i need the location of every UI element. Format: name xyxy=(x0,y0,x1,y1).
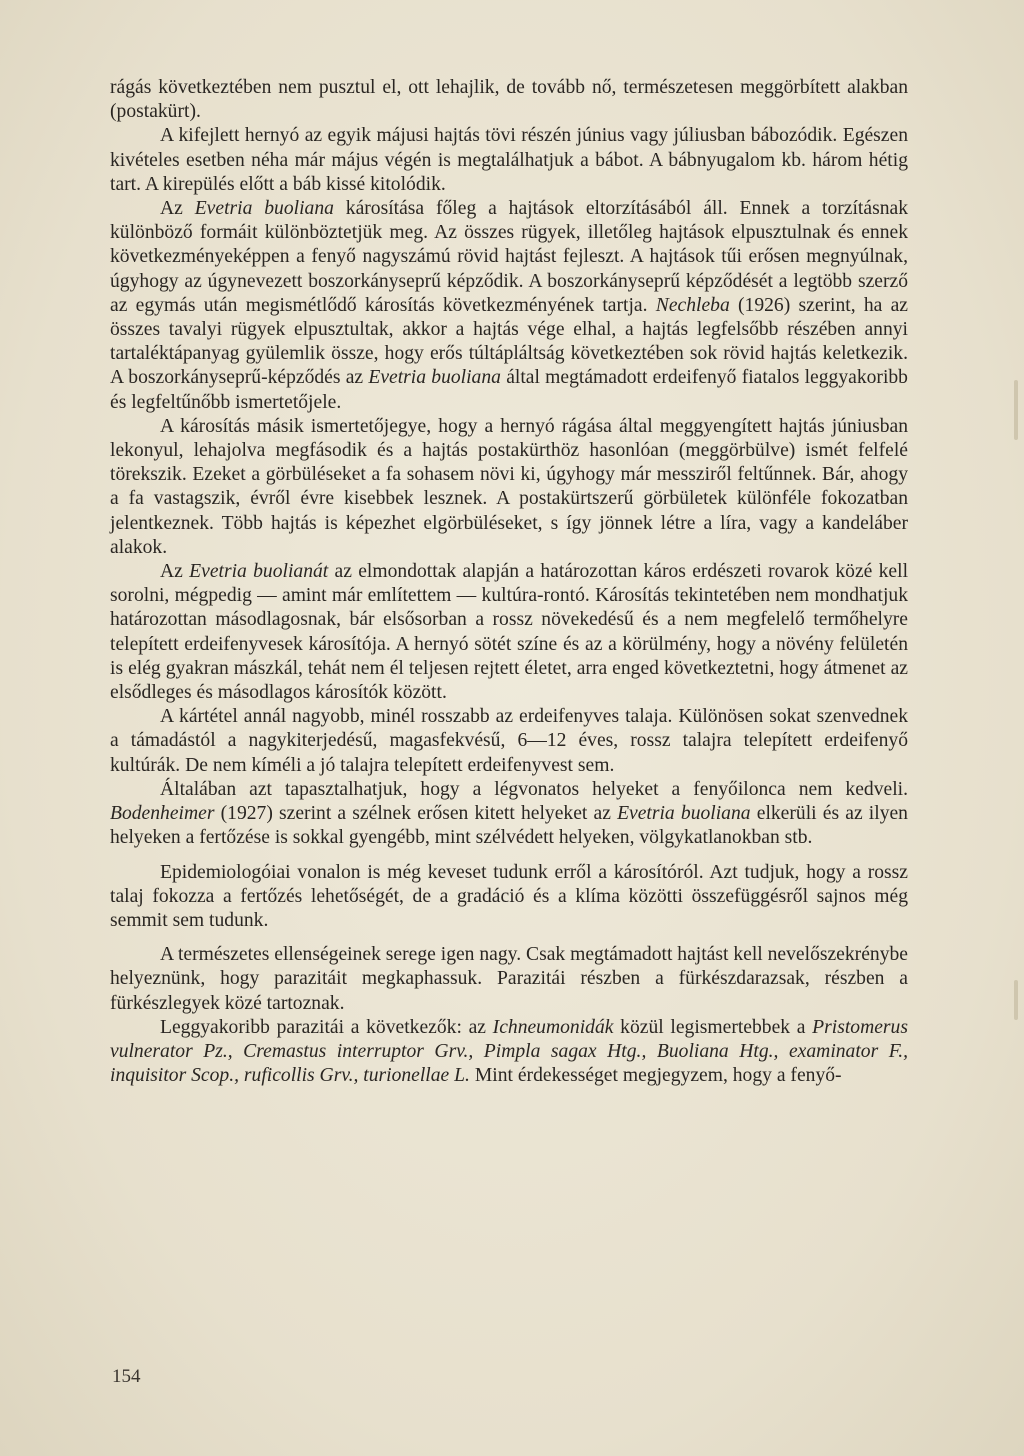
paragraph xyxy=(110,778,908,851)
text-run: Általában azt tapasztalhatjuk, hogy a légvonatos helyeket a fenyőilonca nem kedveli. xyxy=(160,778,908,800)
page-number: 154 xyxy=(112,1366,141,1387)
italic-run: Nechleba xyxy=(655,294,730,316)
text-run: az elmondottak alapján a határozottan káros erdészeti rovarok közé kell sorolni, mégpedig — amint már említettem — kultúra-rontó. Károsítás tekintetében nem mondhatjuk határozottan másodlagosnak, bár elsősorban a rossz növekedésű és a nem megfelelő termőhelyre telepített erdeifenyvesek károsítója. A hernyó sötét színe és az a körülmény, hogy a növény felületén is elég gyakran mászkál, tehát nem él teljesen rejtett életet, arra enged következtetni, hogy átmenet az elsődleges és másodlagos károsítók között. xyxy=(110,561,909,704)
text-run: (1926) szerint, ha az összes tavalyi rügyek elpusztultak, akkor a hajtás vége elhal, a hajtás legfelsőbb részében annyi tartaléktápanyag gyülemlik össze, hogy erős túltápláltság következtében sok rövid hajtás keletkezik. A boszorkányseprű-képződés az xyxy=(110,294,908,389)
italic-run: Pristomerus vulnerator Pz., Cremastus interruptor Grv., Pimpla sagax Htg., Buoliana Htg., examinator F., inquisitor Scop., ruficollis Grv., turionellae L. xyxy=(110,1016,908,1087)
italic-run: Evetria buolianát xyxy=(189,561,329,583)
text-run: által megtámadott erdeifenyő fiatalos leggyakoribb és legfeltűnőbb ismertetőjele. xyxy=(110,367,908,413)
text-run: Epidemiologóiai vonalon is még keveset tudunk erről a károsítóról. Azt tudjuk, hogy a rossz talaj fokozza a fertőzés lehetőségét, de a gradáció és a klíma közötti összefüggésről sajnos még semmit sem tudunk. xyxy=(110,861,908,931)
text-run: A kártétel annál nagyobb, minél rosszabb az erdeifenyves talaja. Különösen sokat szenvednek a támadástól a nagykiterjedésű, magasfekvésű, 6—12 éves, rossz talajra telepített erdeifenyő kultúrák. De nem kíméli a jó talajra telepített erdeifenyvest sem. xyxy=(110,706,908,776)
italic-run: Evetria buoliana xyxy=(368,367,501,389)
paragraph xyxy=(110,197,908,415)
paragraph xyxy=(110,943,908,1016)
text-run: Leggyakoribb parazitái a következők: az xyxy=(160,1016,493,1038)
page-edge-mark xyxy=(1014,980,1018,1020)
text-run: közül legismertebbek a xyxy=(613,1016,813,1038)
paragraph xyxy=(110,76,908,124)
text-run: Az xyxy=(160,561,190,583)
text-run: Mint érdekességet megjegyzem, hogy a fenyő- xyxy=(469,1065,842,1087)
paragraph xyxy=(110,861,908,934)
paragraph xyxy=(110,124,908,197)
paragraph xyxy=(110,415,908,560)
text-run: A természetes ellenségeinek serege igen nagy. Csak megtámadott hajtást kell nevelőszekrénybe helyeznünk, hogy parazitáit megkaphassuk. Parazitái részben a fürkészdarazsak, részben a fürkészlegyek közé tartoznak. xyxy=(110,944,908,1014)
paragraph xyxy=(110,1016,908,1089)
page-edge-mark xyxy=(1014,380,1018,440)
italic-run: Ichneumonidák xyxy=(492,1016,614,1038)
text-run: elkerüli és az ilyen helyeken a fertőzése is sokkal gyengébb, mint szélvédett helyeken, völgykatlanokban stb. xyxy=(110,803,908,849)
italic-run: Bodenheimer xyxy=(110,803,215,825)
text-run: A károsítás másik ismertetőjegye, hogy a hernyó rágása által meggyengített hajtás júniusban lekonyul, lehajolva megfásodik és a hajtás postakürthöz hasonlóan (meggörbülve) ismét felfelé törekszik. Ezeket a görbüléseket a fa sohasem növi ki, úgyhogy már messziről feltűnnek. Bár, ahogy a fa vastagszik, évről évre kisebbek lesznek. A postakürtszerű görbületek különféle fokozatban jelentkeznek. Több hajtás is képezhet elgörbüléseket, s így jönnek létre a líra, vagy a kandeláber alakok. xyxy=(110,415,908,558)
text-run: rágás következtében nem pusztul el, ott lehajlik, de tovább nő, természetesen meggörbített alakban (postakürt). xyxy=(110,77,908,123)
text-run: A kifejlett hernyó az egyik májusi hajtás tövi részén június vagy júliusban bábozódik. Egészen kivételes esetben néha már május végén is megtalálhatjuk a bábot. A bábnyugalom kb. három hétig tart. A kirepülés előtt a báb kissé kitolódik. xyxy=(110,125,908,195)
italic-run: Evetria buoliana xyxy=(194,198,334,220)
text-run: Az xyxy=(160,198,195,220)
body-text xyxy=(110,76,908,1088)
text-run: károsítása főleg a hajtások eltorzításából áll. Ennek a torzításnak különböző formáit különböztetjük meg. Az összes rügyek, illetőleg hajtások elpusztulnak és ennek következményeképpen a fenyő nagyszámú rövid hajtást fejleszt. A hajtások tűi erősen megnyúlnak, úgyhogy az úgynevezett boszorkányseprű képződik. A boszorkányseprű képződését a legtöbb szerző az egymás után megismétlődő károsítás következményének tartja. xyxy=(110,198,908,316)
italic-run: Evetria buoliana xyxy=(617,803,751,825)
paragraph xyxy=(110,560,908,705)
text-run: (1927) szerint a szélnek erősen kitett helyeket az xyxy=(214,803,618,825)
paragraph xyxy=(110,705,908,778)
